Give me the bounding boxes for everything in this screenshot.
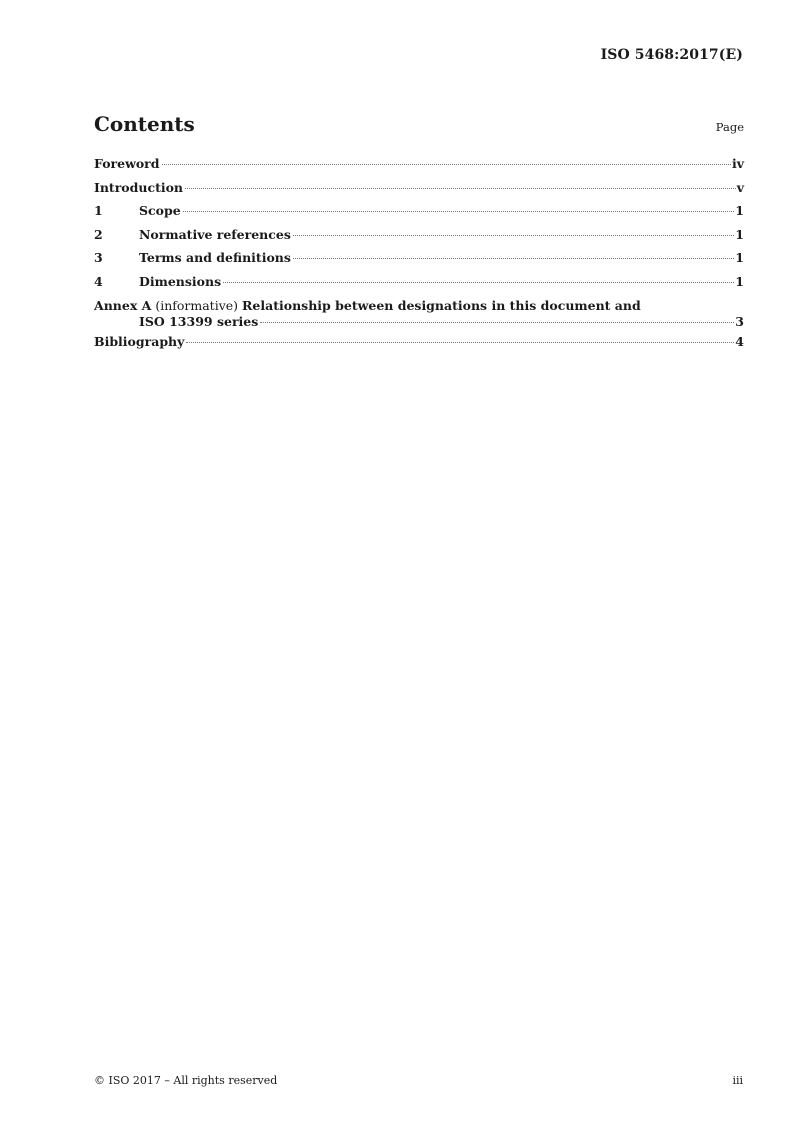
toc-entry-title: Introduction: [94, 179, 184, 195]
table-of-contents: [94, 156, 744, 357]
annex-label: Annex A: [94, 297, 152, 313]
annex-title-line2: ISO 13399 series: [139, 313, 259, 329]
page-column-label: Page: [715, 120, 744, 134]
footer-copyright: © ISO 2017 – All rights reserved: [94, 1074, 278, 1087]
toc-entry-annex-a[interactable]: [94, 298, 744, 334]
toc-entry-page: 1: [735, 273, 744, 289]
toc-entry-title: Normative references: [139, 226, 291, 242]
toc-entry-page: 1: [735, 250, 744, 266]
annex-heading-line: [94, 298, 744, 314]
contents-heading: [94, 112, 744, 136]
toc-entry-page: iv: [731, 156, 744, 171]
dot-leader: [223, 282, 734, 283]
toc-entry-page: 3: [735, 313, 744, 329]
annex-qualifier: (informative): [155, 297, 239, 313]
dot-leader: [183, 211, 735, 212]
toc-entry-title: Dimensions: [139, 273, 222, 289]
toc-entry-page: 1: [735, 226, 744, 242]
dot-leader: [162, 164, 731, 165]
dot-leader: [185, 188, 736, 189]
dot-leader: [293, 235, 734, 236]
toc-entry-title: Foreword: [94, 156, 160, 171]
toc-entry-page: 1: [735, 203, 744, 219]
annex-title-line1: Relationship between designations in this document and: [242, 297, 641, 313]
toc-entry-terms-and-definitions[interactable]: [94, 250, 744, 274]
toc-entry-introduction[interactable]: [94, 180, 744, 204]
contents-title: Contents: [94, 112, 195, 136]
dot-leader: [186, 342, 734, 343]
toc-entry-scope[interactable]: [94, 203, 744, 227]
toc-entry-title: Terms and definitions: [139, 250, 291, 266]
toc-entry-number: 3: [94, 250, 103, 266]
document-identifier: ISO 5468:2017(E): [600, 47, 743, 63]
toc-entry-number: 2: [94, 226, 103, 242]
footer-page-number: iii: [732, 1074, 743, 1087]
toc-entry-normative-references[interactable]: [94, 227, 744, 251]
dot-leader: [293, 258, 734, 259]
annex-title-continuation: [94, 314, 744, 334]
toc-entry-bibliography[interactable]: [94, 334, 744, 358]
toc-entry-number: 4: [94, 273, 103, 289]
toc-entry-page: v: [736, 179, 744, 195]
toc-entry-title: Bibliography: [94, 333, 185, 349]
toc-entry-dimensions[interactable]: [94, 274, 744, 298]
toc-entry-page: 4: [735, 333, 744, 349]
toc-entry-number: 1: [94, 203, 103, 219]
toc-entry-foreword[interactable]: [94, 156, 744, 180]
dot-leader: [260, 322, 734, 323]
toc-entry-title: Scope: [139, 203, 181, 219]
